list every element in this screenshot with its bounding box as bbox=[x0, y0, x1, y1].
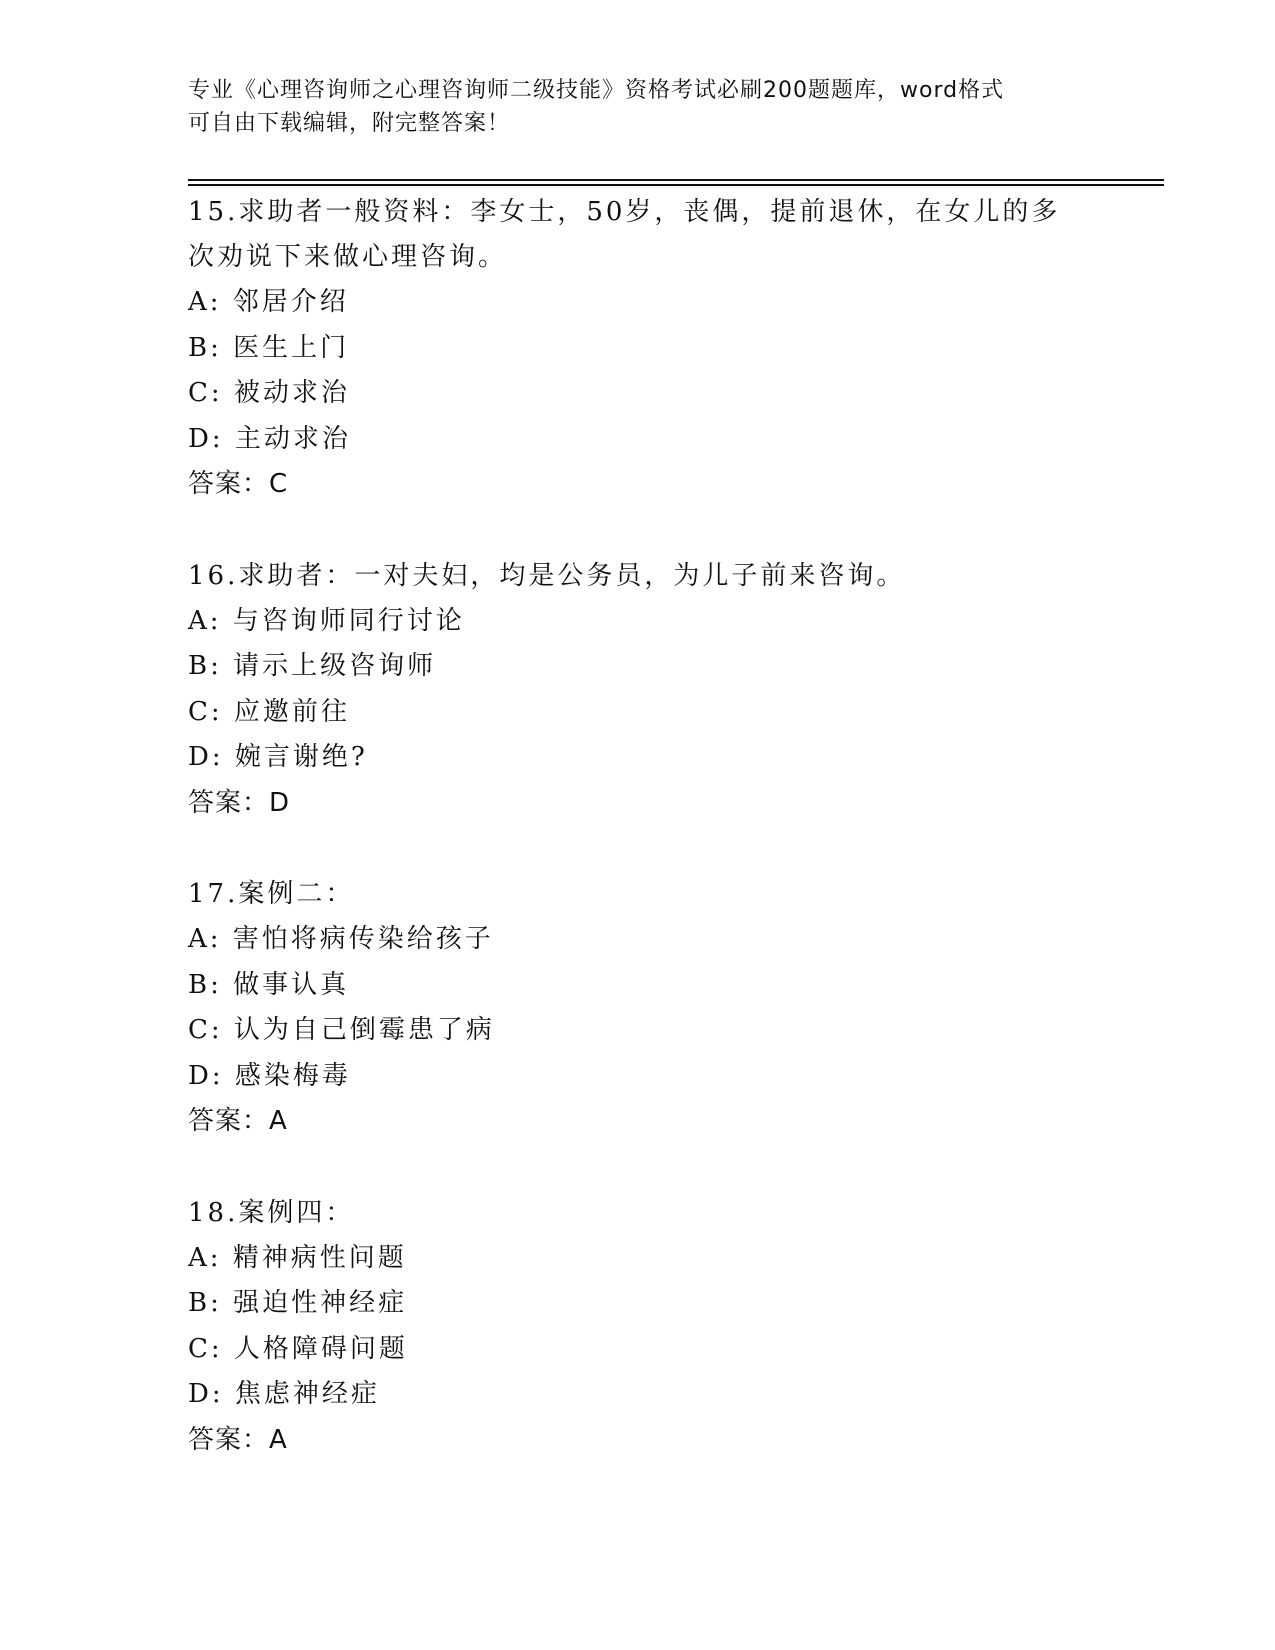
question-list bbox=[188, 190, 1088, 1509]
question-text: 17.案例二： bbox=[188, 879, 355, 909]
question-18 bbox=[188, 1191, 1088, 1464]
header-line-2: 可自由下载编辑，附完整答案！ bbox=[188, 111, 511, 136]
document-header bbox=[188, 74, 1088, 140]
question-16 bbox=[188, 554, 1088, 827]
option-b: B: 做事认真 bbox=[188, 969, 350, 1000]
answer-text: 答案：A bbox=[188, 1424, 288, 1455]
question-15 bbox=[188, 190, 1088, 508]
question-17 bbox=[188, 872, 1088, 1145]
question-text: 16.求助者：一对夫妇，均是公务员，为儿子前来咨询。 bbox=[188, 560, 906, 591]
header-divider-bottom bbox=[188, 184, 1164, 186]
answer-text: 答案：D bbox=[188, 787, 291, 818]
header-divider-top bbox=[188, 179, 1164, 181]
option-a: A: 与咨询师同行讨论 bbox=[188, 605, 465, 636]
question-text: 15.求助者一般资料：李女士，50岁，丧偶，提前退休，在女儿的多次劝说下来做心理咨询。 bbox=[188, 197, 1061, 272]
question-text: 18.案例四： bbox=[188, 1197, 355, 1228]
option-b: B: 请示上级咨询师 bbox=[188, 651, 437, 681]
option-d: D: 主动求治 bbox=[188, 423, 351, 454]
option-a: A: 邻居介绍 bbox=[188, 287, 349, 317]
option-a: A: 精神病性问题 bbox=[188, 1242, 407, 1273]
option-c: C: 应邀前往 bbox=[188, 696, 350, 727]
option-d: D: 婉言谢绝? bbox=[188, 742, 368, 772]
option-d: D: 焦虑神经症 bbox=[188, 1379, 380, 1409]
option-b: B: 强迫性神经症 bbox=[188, 1288, 408, 1318]
answer-text: 答案：A bbox=[188, 1106, 288, 1136]
option-b: B: 医生上门 bbox=[188, 332, 350, 363]
option-c: C: 被动求治 bbox=[188, 378, 350, 408]
option-d: D: 感染梅毒 bbox=[188, 1060, 351, 1091]
option-a: A: 害怕将病传染给孩子 bbox=[188, 924, 494, 954]
answer-text: 答案：C bbox=[188, 469, 289, 499]
header-line-1: 专业《心理咨询师之心理咨询师二级技能》资格考试必刷200题题库，word格式 bbox=[188, 78, 1005, 103]
option-c: C: 认为自己倒霉患了病 bbox=[188, 1015, 495, 1045]
option-c: C: 人格障碍问题 bbox=[188, 1333, 408, 1364]
